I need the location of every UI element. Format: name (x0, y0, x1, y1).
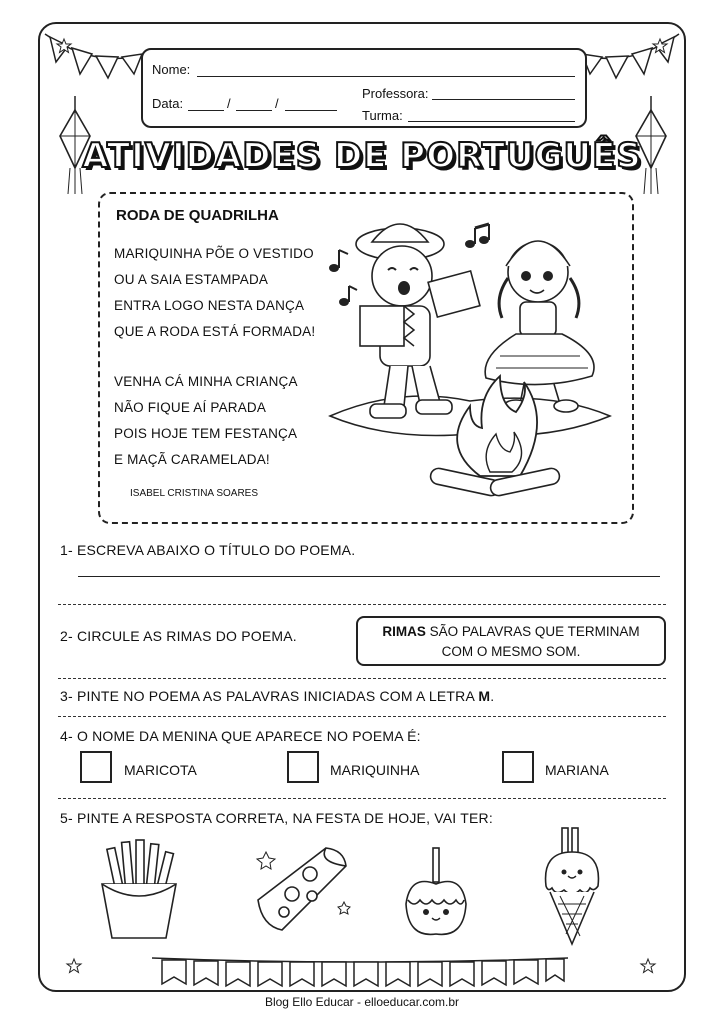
star-icon (652, 38, 668, 54)
bunting-top-right-icon (574, 24, 684, 104)
option-mariquinha: MARIQUINHA (330, 762, 420, 778)
question-3-text: 3- PINTE NO POEMA AS PALAVRAS INICIADAS COM A LETRA (60, 688, 479, 704)
question-4: 4- O NOME DA MENINA QUE APARECE NO POEMA É: (60, 728, 421, 744)
music-note-icon (465, 224, 489, 248)
rimas-definition-line1: SÃO PALAVRAS QUE TERMINAM (425, 624, 640, 639)
question-3 (60, 688, 494, 704)
professora-field[interactable] (432, 99, 575, 100)
rimas-definition-box (356, 616, 666, 666)
star-icon (640, 958, 656, 974)
candy-apple-icon[interactable] (400, 846, 472, 942)
music-note-icon (339, 286, 357, 306)
star-icon (56, 38, 72, 54)
data-separator: / (227, 96, 231, 111)
poem-author: ISABEL CRISTINA SOARES (130, 488, 259, 499)
option-mariana: MARIANA (545, 762, 609, 778)
question-1: 1- ESCREVA ABAIXO O TÍTULO DO POEMA. (60, 542, 356, 558)
section-divider (58, 678, 666, 679)
data-year-field[interactable] (285, 110, 337, 111)
nome-field[interactable] (197, 76, 575, 77)
professora-label: Professora: (362, 86, 429, 101)
ice-cream-cone-icon[interactable] (536, 826, 608, 948)
quadrilha-dancers-illustration (320, 206, 620, 506)
data-day-field[interactable] (188, 110, 224, 111)
nome-label: Nome: (152, 62, 191, 77)
question-3-end: . (490, 688, 495, 704)
checkbox-mariana[interactable] (502, 751, 534, 783)
data-month-field[interactable] (236, 110, 272, 111)
bonfire-icon (429, 376, 561, 497)
data-separator: / (275, 96, 279, 111)
section-divider (58, 604, 666, 605)
question-2: 2- CIRCULE AS RIMAS DO POEMA. (60, 628, 297, 644)
data-label: Data: (152, 96, 184, 111)
music-note-icon (329, 250, 348, 272)
poem-line: MARIQUINHA PÕE O VESTIDO (114, 246, 314, 261)
french-fries-icon[interactable] (98, 838, 180, 940)
poem-line: VENHA CÁ MINHA CRIANÇA (114, 374, 298, 389)
star-icon (66, 958, 82, 974)
poem-line: E MAÇÃ CARAMELADA! (114, 452, 270, 467)
poem-line: QUE A RODA ESTÁ FORMADA! (114, 324, 316, 339)
rimas-definition-line2: COM O MESMO SOM. (441, 644, 581, 659)
poem-title: RODA DE QUADRILHA (116, 207, 279, 224)
pizza-slice-icon[interactable] (252, 842, 352, 932)
poem-line: NÃO FIQUE AÍ PARADA (114, 400, 267, 415)
answer-line-q1[interactable] (78, 576, 660, 577)
turma-field[interactable] (408, 121, 575, 122)
poem-line: OU A SAIA ESTAMPADA (114, 272, 269, 287)
rimas-bold-term: RIMAS (382, 624, 426, 639)
section-divider (58, 798, 666, 799)
checkbox-maricota[interactable] (80, 751, 112, 783)
page-title: ATIVIDADES DE PORTUGUÊS (82, 136, 642, 176)
bunting-bottom-icon (150, 952, 570, 992)
checkbox-mariquinha[interactable] (287, 751, 319, 783)
question-3-letter: M (478, 688, 491, 704)
poem-line: POIS HOJE TEM FESTANÇA (114, 426, 298, 441)
bunting-top-left-icon (40, 24, 150, 104)
turma-label: Turma: (362, 108, 403, 123)
question-5: 5- PINTE A RESPOSTA CORRETA, NA FESTA DE HOJE, VAI TER: (60, 810, 493, 826)
poem-line: ENTRA LOGO NESTA DANÇA (114, 298, 305, 313)
footer-credit: Blog Ello Educar - elloeducar.com.br (264, 995, 460, 1009)
option-maricota: MARICOTA (124, 762, 197, 778)
section-divider (58, 716, 666, 717)
